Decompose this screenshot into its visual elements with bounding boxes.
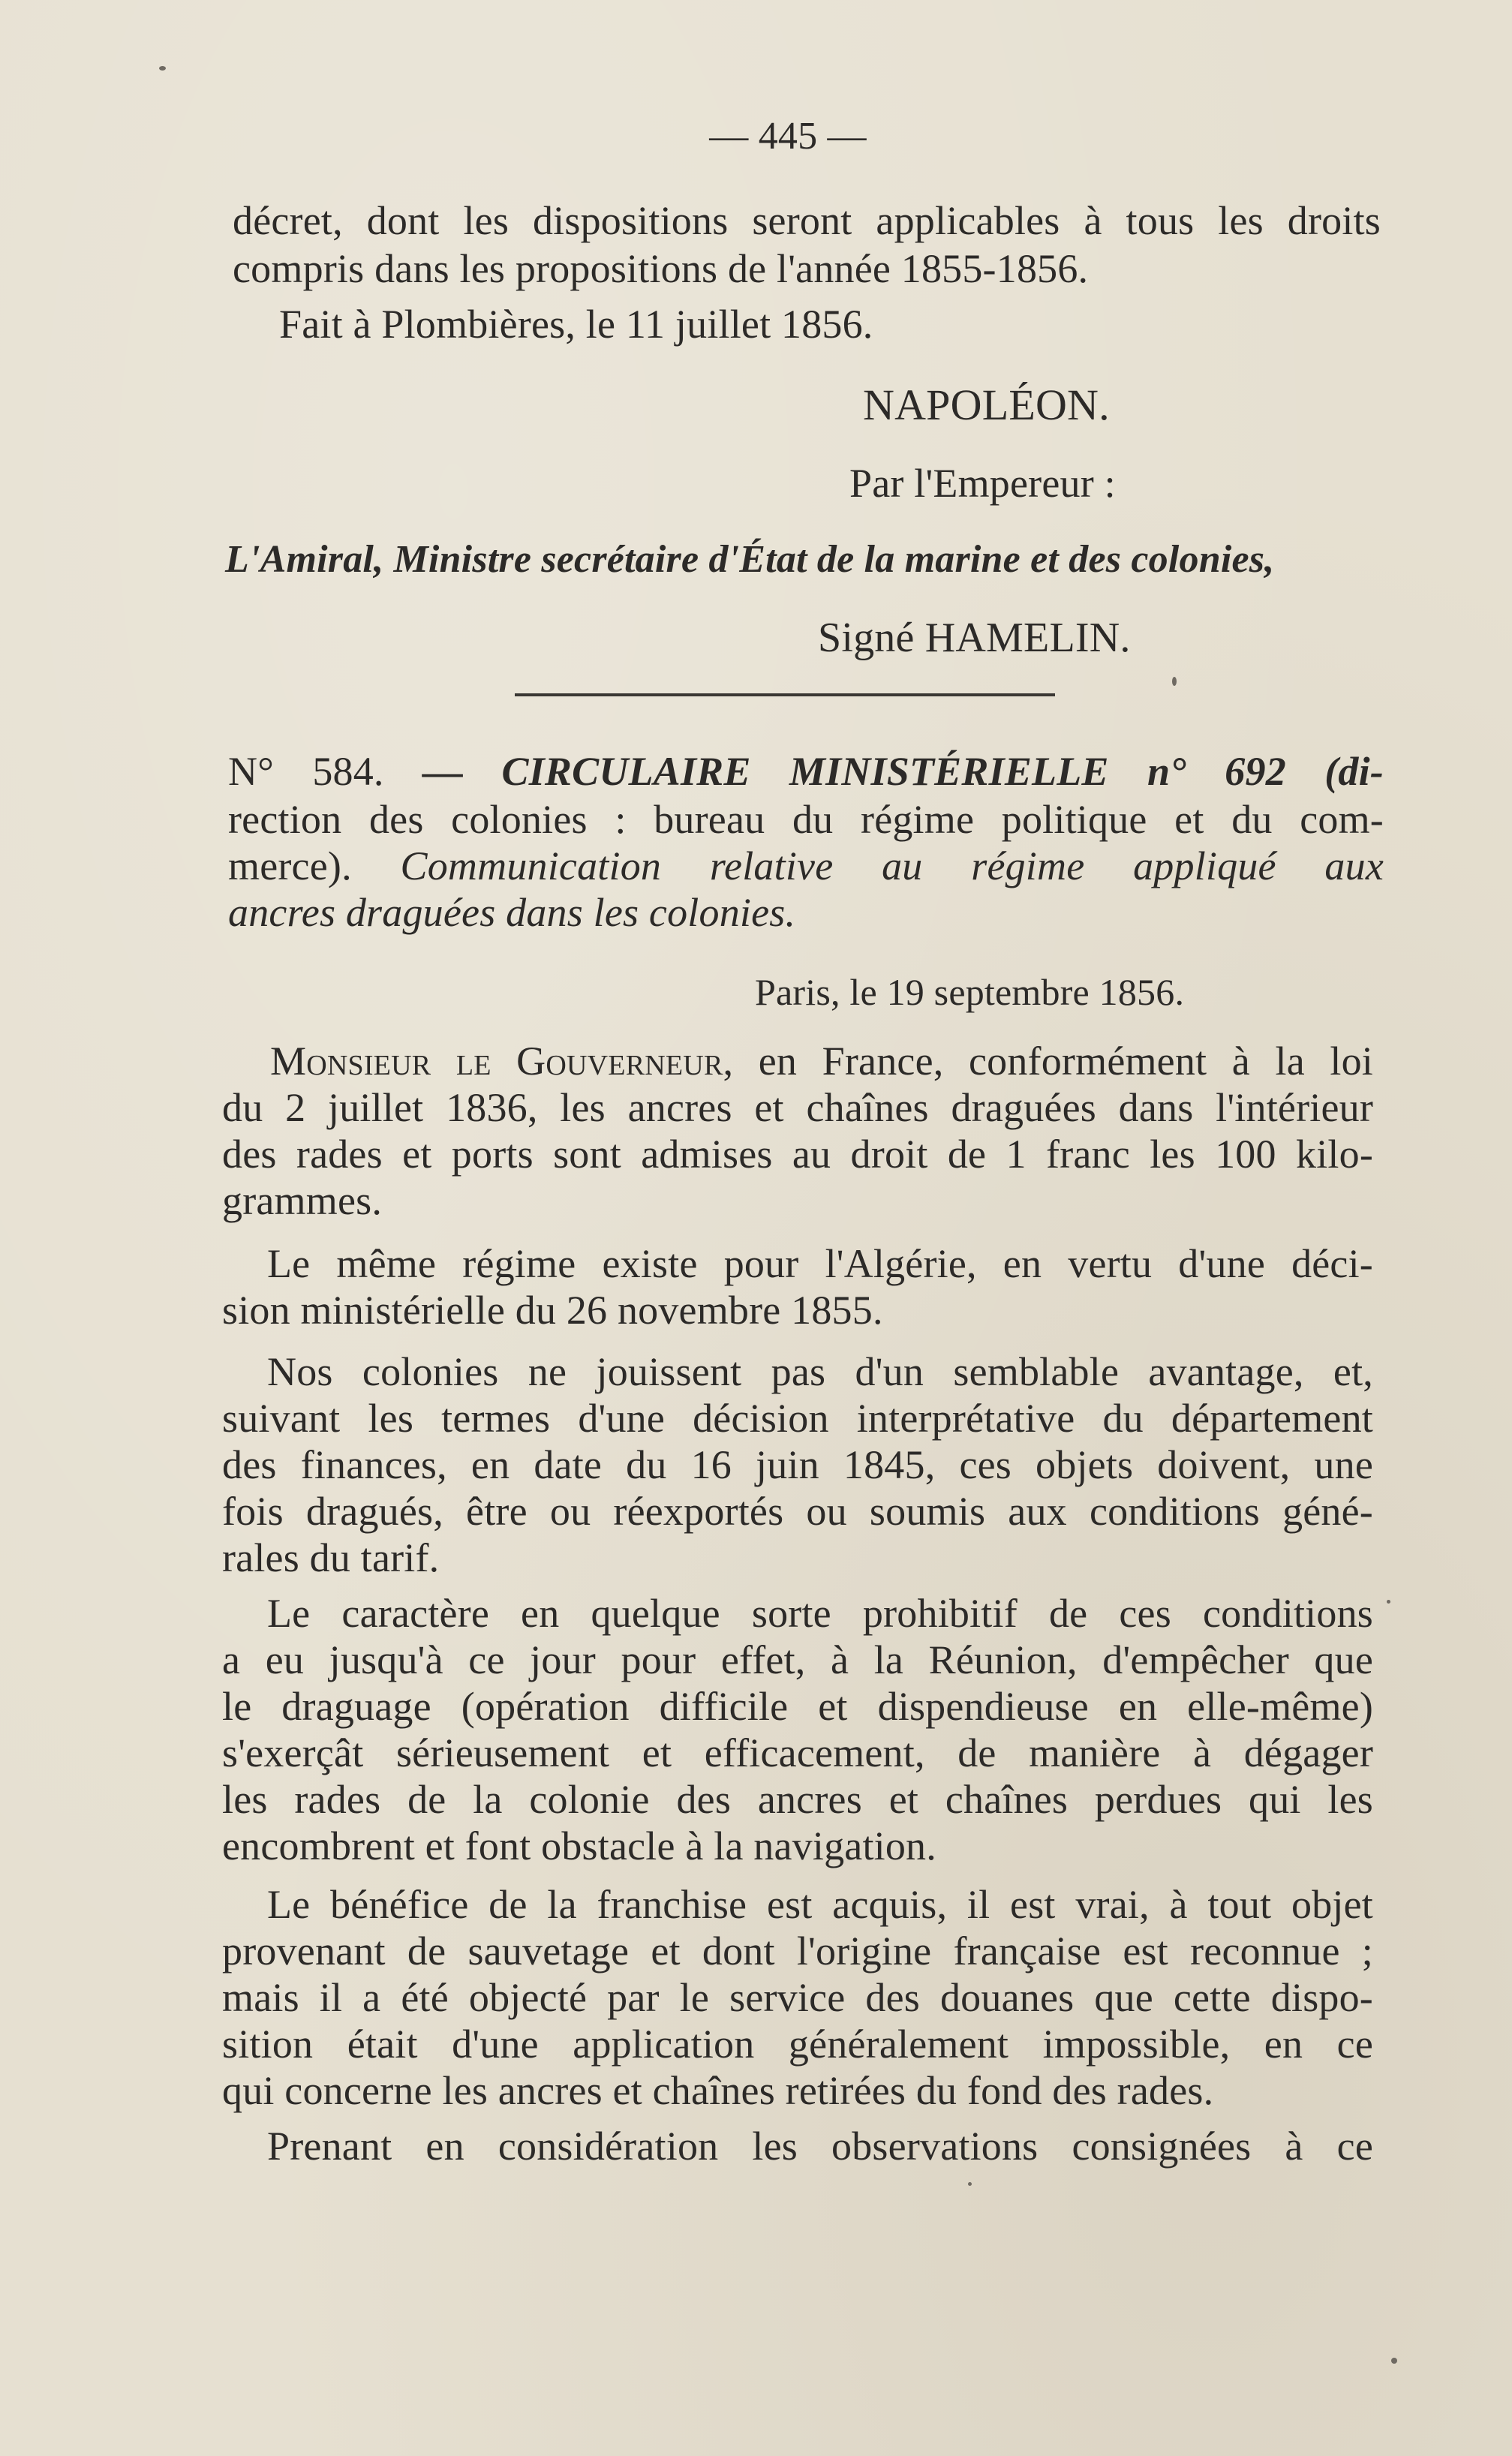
body-line: qui concerne les ancres et chaînes retirées du fond des rades. — [222, 2068, 1214, 2113]
body-line: s'exerçât sérieusement et efficacement, de manière à dégager — [222, 1730, 1373, 1775]
salutation: Monsieur le Gouverneur, — [270, 1039, 734, 1084]
circular-heading-line: rection des colonies : bureau du régime politique et du com- — [228, 797, 1384, 842]
scan-speck — [1387, 1600, 1390, 1604]
circular-heading-line — [228, 842, 1384, 890]
body-line: mais il a été objecté par le service des douanes que cette dispo- — [222, 1975, 1373, 2020]
body-line: sition était d'une application généralement impossible, en ce — [222, 2022, 1373, 2067]
body-line: a eu jusqu'à ce jour pour effet, à la Réunion, d'empêcher que — [222, 1637, 1373, 1682]
circular-heading-line — [228, 747, 1384, 795]
circular-heading-fragment: merce). — [228, 843, 352, 888]
body-line: rales du tarif. — [222, 1535, 440, 1580]
scan-speck — [968, 2182, 972, 2186]
body-line: des rades et ports sont admises au droit de 1 franc les 100 kilo- — [222, 1132, 1373, 1177]
scan-speck — [1391, 2358, 1397, 2364]
circular-title: — CIRCULAIRE MINISTÉRIELLE n° 692 (di- — [422, 749, 1384, 794]
decree-text-line: compris dans les propositions de l'année 1855-1856. — [233, 246, 1089, 291]
page-number: — 445 — — [709, 115, 867, 158]
body-line: les rades de la colonie des ancres et chaînes perdues qui les — [222, 1777, 1373, 1822]
signature-napoleon: NAPOLÉON. — [863, 380, 1110, 429]
decree-text-line: décret, dont les dispositions seront applicables à tous les droits — [233, 198, 1381, 243]
body-line: provenant de sauvetage et dont l'origine française est reconnue ; — [222, 1928, 1373, 1974]
minister-title-line: L'Amiral, Ministre secrétaire d'État de la marine et des colonies, — [225, 538, 1275, 581]
circular-subject: Communication relative au régime appliqué aux — [400, 843, 1384, 888]
par-l-empereur: Par l'Empereur : — [849, 461, 1116, 506]
body-line: Le caractère en quelque sorte prohibitif de ces conditions — [267, 1591, 1373, 1636]
section-divider-rule — [515, 693, 1055, 696]
body-line: encombrent et font obstacle à la navigation. — [222, 1823, 936, 1868]
body-line: grammes. — [222, 1178, 383, 1223]
body-line: du 2 juillet 1836, les ancres et chaînes draguées dans l'intérieur — [222, 1085, 1373, 1130]
body-line: Prenant en considération les observations consignées à ce — [267, 2124, 1373, 2169]
body-line: Nos colonies ne jouissent pas d'un semblable avantage, et, — [267, 1349, 1373, 1394]
circular-subject-line: ancres draguées dans les colonies. — [228, 890, 796, 935]
scan-speck — [159, 66, 166, 71]
signed-hamelin: Signé HAMELIN. — [818, 615, 1131, 661]
decree-date-line: Fait à Plombières, le 11 juillet 1856. — [279, 302, 873, 347]
body-line: fois dragués, être ou réexportés ou soumis aux conditions géné- — [222, 1489, 1373, 1534]
body-line: Le bénéfice de la franchise est acquis, il est vrai, à tout objet — [267, 1882, 1373, 1927]
circular-number: N° 584. — [228, 749, 384, 794]
dateline: Paris, le 19 septembre 1856. — [755, 971, 1185, 1013]
body-line: Monsieur le Gouverneur, en France, conformément à la loi — [270, 1039, 1373, 1084]
body-line: le draguage (opération difficile et dispendieuse en elle-même) — [222, 1684, 1373, 1729]
body-line: Le même régime existe pour l'Algérie, en vertu d'une déci- — [267, 1241, 1373, 1286]
body-line: suivant les termes d'une décision interprétative du département — [222, 1396, 1373, 1441]
body-line: sion ministérielle du 26 novembre 1855. — [222, 1288, 883, 1333]
body-line: des finances, en date du 16 juin 1845, ces objets doivent, une — [222, 1442, 1373, 1487]
scan-speck — [1172, 677, 1177, 686]
